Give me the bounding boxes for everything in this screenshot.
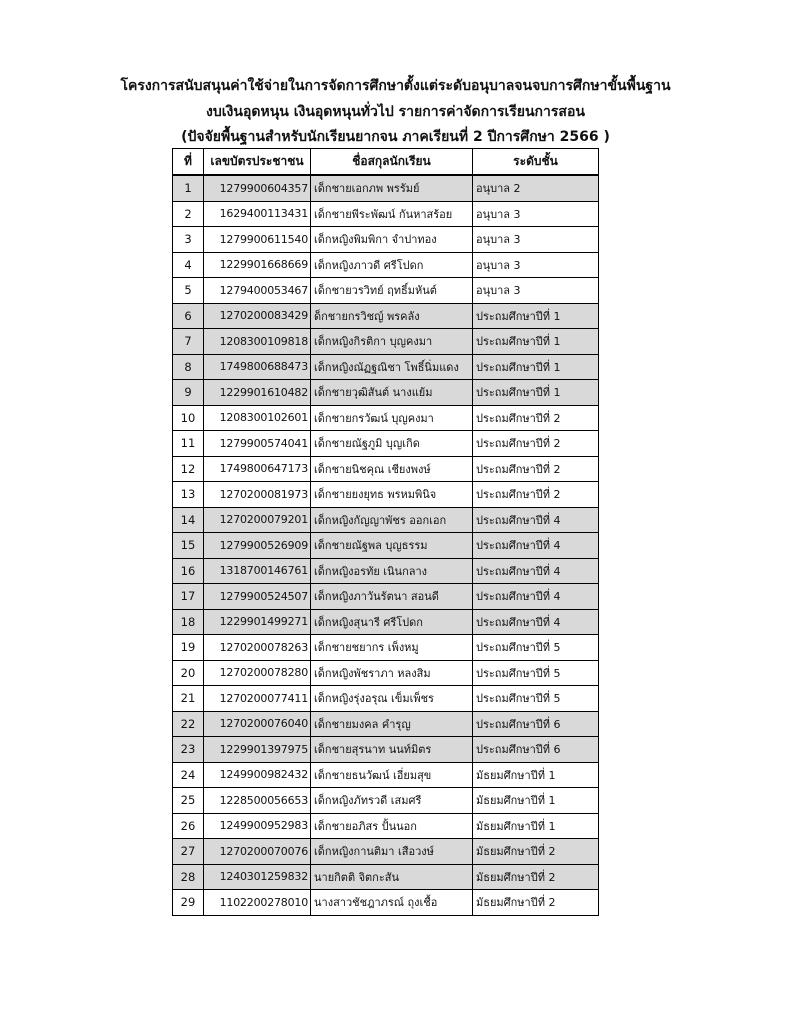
cell-name: เด็กชายพีระพัฒน์ กันหาสร้อย xyxy=(311,201,473,227)
cell-level: อนุบาล 3 xyxy=(473,201,599,227)
table-row xyxy=(173,533,599,559)
cell-id: 1229901668669 xyxy=(204,252,311,278)
table-row xyxy=(173,813,599,839)
table-row xyxy=(173,431,599,457)
table-row xyxy=(173,329,599,355)
table-row xyxy=(173,737,599,763)
cell-name: เด็กหญิงรุ่งอรุณ เข็มเพ็ชร xyxy=(311,686,473,712)
cell-no: 25 xyxy=(173,788,204,814)
cell-no: 24 xyxy=(173,762,204,788)
cell-name: เด็กหญิงกานติมา เสือวงษ์ xyxy=(311,839,473,865)
table-row xyxy=(173,507,599,533)
cell-level: ประถมศึกษาปีที่ 2 xyxy=(473,482,599,508)
table-row xyxy=(173,711,599,737)
table-row xyxy=(173,175,599,201)
cell-id: 1749800647173 xyxy=(204,456,311,482)
cell-id: 1208300102601 xyxy=(204,405,311,431)
cell-name: เด็กหญิงภาวดี ศรีโปดก xyxy=(311,252,473,278)
cell-name: เด็กชายชยากร เพ็งหมู xyxy=(311,635,473,661)
table-row xyxy=(173,278,599,304)
cell-level: มัธยมศึกษาปีที่ 1 xyxy=(473,813,599,839)
cell-level: มัธยมศึกษาปีที่ 1 xyxy=(473,788,599,814)
cell-no: 26 xyxy=(173,813,204,839)
cell-id: 1229901397975 xyxy=(204,737,311,763)
cell-level: ประถมศึกษาปีที่ 5 xyxy=(473,686,599,712)
cell-id: 1629400113431 xyxy=(204,201,311,227)
cell-name: เด็กชายกรวัฒน์ บุญคงมา xyxy=(311,405,473,431)
table-row xyxy=(173,686,599,712)
cell-no: 4 xyxy=(173,252,204,278)
cell-no: 8 xyxy=(173,354,204,380)
table-row xyxy=(173,660,599,686)
cell-id: 1279900604357 xyxy=(204,175,311,201)
cell-no: 21 xyxy=(173,686,204,712)
cell-id: 1279900524507 xyxy=(204,584,311,610)
cell-level: ประถมศึกษาปีที่ 1 xyxy=(473,354,599,380)
cell-name: เด็กหญิงภัทรวดี เสมศรี xyxy=(311,788,473,814)
table-row xyxy=(173,762,599,788)
cell-id: 1249900982432 xyxy=(204,762,311,788)
document-title: โครงการสนับสนุนค่าใช้จ่ายในการจัดการศึกษาตั้งแต่ระดับอนุบาลจนจบการศึกษาขั้นพื้นฐาน xyxy=(120,78,671,94)
cell-name: ด็กชายกรวิชญ์ พรคลัง xyxy=(311,303,473,329)
cell-level: ประถมศึกษาปีที่ 2 xyxy=(473,405,599,431)
table-row xyxy=(173,864,599,890)
cell-name: เด็กชายวุฒิสันต์ นางแย้ม xyxy=(311,380,473,406)
cell-id: 1208300109818 xyxy=(204,329,311,355)
cell-no: 11 xyxy=(173,431,204,457)
cell-name: เด็กชายยงยุทธ พรหมพินิจ xyxy=(311,482,473,508)
cell-no: 12 xyxy=(173,456,204,482)
cell-name: เด็กหญิงอรทัย เนินกลาง xyxy=(311,558,473,584)
cell-no: 3 xyxy=(173,227,204,253)
table-row xyxy=(173,788,599,814)
cell-name: เด็กหญิงกัญญาพัชร ออกเอก xyxy=(311,507,473,533)
cell-id: 1249900952983 xyxy=(204,813,311,839)
cell-name: เด็กหญิงณัฏฐณิชา โพธิ์นิ่มแดง xyxy=(311,354,473,380)
table-row xyxy=(173,303,599,329)
cell-no: 18 xyxy=(173,609,204,635)
table-row xyxy=(173,380,599,406)
cell-id: 1279900574041 xyxy=(204,431,311,457)
cell-id: 1279400053467 xyxy=(204,278,311,304)
cell-level: ประถมศึกษาปีที่ 1 xyxy=(473,329,599,355)
cell-level: ประถมศึกษาปีที่ 4 xyxy=(473,558,599,584)
cell-id: 1270200081973 xyxy=(204,482,311,508)
column-header-id: เลขบัตรประชาชน xyxy=(204,149,311,176)
cell-level: ประถมศึกษาปีที่ 5 xyxy=(473,635,599,661)
cell-no: 29 xyxy=(173,890,204,916)
cell-level: อนุบาล 2 xyxy=(473,175,599,201)
cell-name: เด็กชายธนวัฒน์ เอี่ยมสุข xyxy=(311,762,473,788)
cell-no: 7 xyxy=(173,329,204,355)
table-row xyxy=(173,584,599,610)
table-row xyxy=(173,252,599,278)
column-header-level: ระดับชั้น xyxy=(473,149,599,176)
cell-level: ประถมศึกษาปีที่ 6 xyxy=(473,737,599,763)
cell-id: 1270200070076 xyxy=(204,839,311,865)
cell-id: 1279900611540 xyxy=(204,227,311,253)
cell-no: 6 xyxy=(173,303,204,329)
table-row xyxy=(173,201,599,227)
cell-level: ประถมศึกษาปีที่ 2 xyxy=(473,456,599,482)
cell-id: 1749800688473 xyxy=(204,354,311,380)
cell-level: มัธยมศึกษาปีที่ 1 xyxy=(473,762,599,788)
cell-no: 16 xyxy=(173,558,204,584)
table-row xyxy=(173,609,599,635)
cell-no: 5 xyxy=(173,278,204,304)
cell-level: ประถมศึกษาปีที่ 2 xyxy=(473,431,599,457)
cell-no: 23 xyxy=(173,737,204,763)
table-row xyxy=(173,456,599,482)
cell-no: 27 xyxy=(173,839,204,865)
table-body xyxy=(173,175,599,915)
cell-level: อนุบาล 3 xyxy=(473,278,599,304)
cell-level: อนุบาล 3 xyxy=(473,227,599,253)
cell-no: 15 xyxy=(173,533,204,559)
cell-id: 1270200078263 xyxy=(204,635,311,661)
cell-id: 1270200076040 xyxy=(204,711,311,737)
cell-id: 1240301259832 xyxy=(204,864,311,890)
cell-name: เด็กชายอภิสร ปั้นนอก xyxy=(311,813,473,839)
table-row xyxy=(173,482,599,508)
cell-id: 1102200278010 xyxy=(204,890,311,916)
cell-name: เด็กหญิงพัชราภา หลงสิม xyxy=(311,660,473,686)
cell-no: 10 xyxy=(173,405,204,431)
document-subtitle: งบเงินอุดหนุน เงินอุดหนุนทั่วไป รายการค่าจัดการเรียนการสอน xyxy=(206,104,585,120)
cell-name: เด็กชายเอกภพ พรรัมย์ xyxy=(311,175,473,201)
cell-level: มัธยมศึกษาปีที่ 2 xyxy=(473,839,599,865)
cell-name: นายกิตติ จิตกะสัน xyxy=(311,864,473,890)
cell-level: ประถมศึกษาปีที่ 1 xyxy=(473,380,599,406)
cell-name: เด็กชายสุรนาท นนท์มิตร xyxy=(311,737,473,763)
cell-level: ประถมศึกษาปีที่ 6 xyxy=(473,711,599,737)
cell-id: 1270200078280 xyxy=(204,660,311,686)
cell-name: เด็กหญิงพิมพิกา จำปาทอง xyxy=(311,227,473,253)
table-row xyxy=(173,558,599,584)
cell-level: ประถมศึกษาปีที่ 4 xyxy=(473,584,599,610)
cell-id: 1270200083429 xyxy=(204,303,311,329)
cell-level: อนุบาล 3 xyxy=(473,252,599,278)
table-row xyxy=(173,839,599,865)
cell-level: ประถมศึกษาปีที่ 1 xyxy=(473,303,599,329)
table-row xyxy=(173,890,599,916)
cell-no: 20 xyxy=(173,660,204,686)
cell-no: 28 xyxy=(173,864,204,890)
cell-name: เด็กชายณัฐภูมิ บุญเกิด xyxy=(311,431,473,457)
student-table xyxy=(172,148,599,916)
cell-no: 17 xyxy=(173,584,204,610)
cell-name: เด็กชายนิชคุณ เชียงพงษ์ xyxy=(311,456,473,482)
cell-id: 1229901610482 xyxy=(204,380,311,406)
cell-id: 1229901499271 xyxy=(204,609,311,635)
table-row xyxy=(173,405,599,431)
cell-no: 22 xyxy=(173,711,204,737)
cell-name: เด็กหญิงกิรติกา บุญคงมา xyxy=(311,329,473,355)
cell-name: เด็กชายวรวิทย์ ฤทธิ์มหันต์ xyxy=(311,278,473,304)
cell-name: เด็กชายณัฐพล บุญธรรม xyxy=(311,533,473,559)
cell-level: ประถมศึกษาปีที่ 4 xyxy=(473,533,599,559)
cell-id: 1279900526909 xyxy=(204,533,311,559)
cell-level: ประถมศึกษาปีที่ 5 xyxy=(473,660,599,686)
cell-name: นางสาวชัชฎาภรณ์ ถุงเชื้อ xyxy=(311,890,473,916)
cell-level: มัธยมศึกษาปีที่ 2 xyxy=(473,890,599,916)
cell-no: 9 xyxy=(173,380,204,406)
cell-level: มัธยมศึกษาปีที่ 2 xyxy=(473,864,599,890)
cell-id: 1270200077411 xyxy=(204,686,311,712)
table-row xyxy=(173,227,599,253)
cell-id: 1270200079201 xyxy=(204,507,311,533)
column-header-name: ชื่อสกุลนักเรียน xyxy=(311,149,473,176)
table-row xyxy=(173,635,599,661)
cell-name: เด็กชายมงคล คำรุญ xyxy=(311,711,473,737)
document-subtitle-detail: (ปัจจัยพื้นฐานสำหรับนักเรียนยากจน ภาคเรียนที่ 2 ปีการศึกษา 2566 ) xyxy=(181,129,610,145)
cell-name: เด็กหญิงสุนารี ศรีโปดก xyxy=(311,609,473,635)
cell-name: เด็กหญิงภาวันรัตนา สอนดี xyxy=(311,584,473,610)
cell-id: 1318700146761 xyxy=(204,558,311,584)
table-row xyxy=(173,354,599,380)
cell-no: 14 xyxy=(173,507,204,533)
cell-level: ประถมศึกษาปีที่ 4 xyxy=(473,609,599,635)
cell-no: 13 xyxy=(173,482,204,508)
table-header-row xyxy=(173,149,599,176)
cell-no: 2 xyxy=(173,201,204,227)
cell-id: 1228500056653 xyxy=(204,788,311,814)
cell-no: 1 xyxy=(173,175,204,201)
column-header-no: ที่ xyxy=(173,149,204,176)
cell-no: 19 xyxy=(173,635,204,661)
cell-level: ประถมศึกษาปีที่ 4 xyxy=(473,507,599,533)
